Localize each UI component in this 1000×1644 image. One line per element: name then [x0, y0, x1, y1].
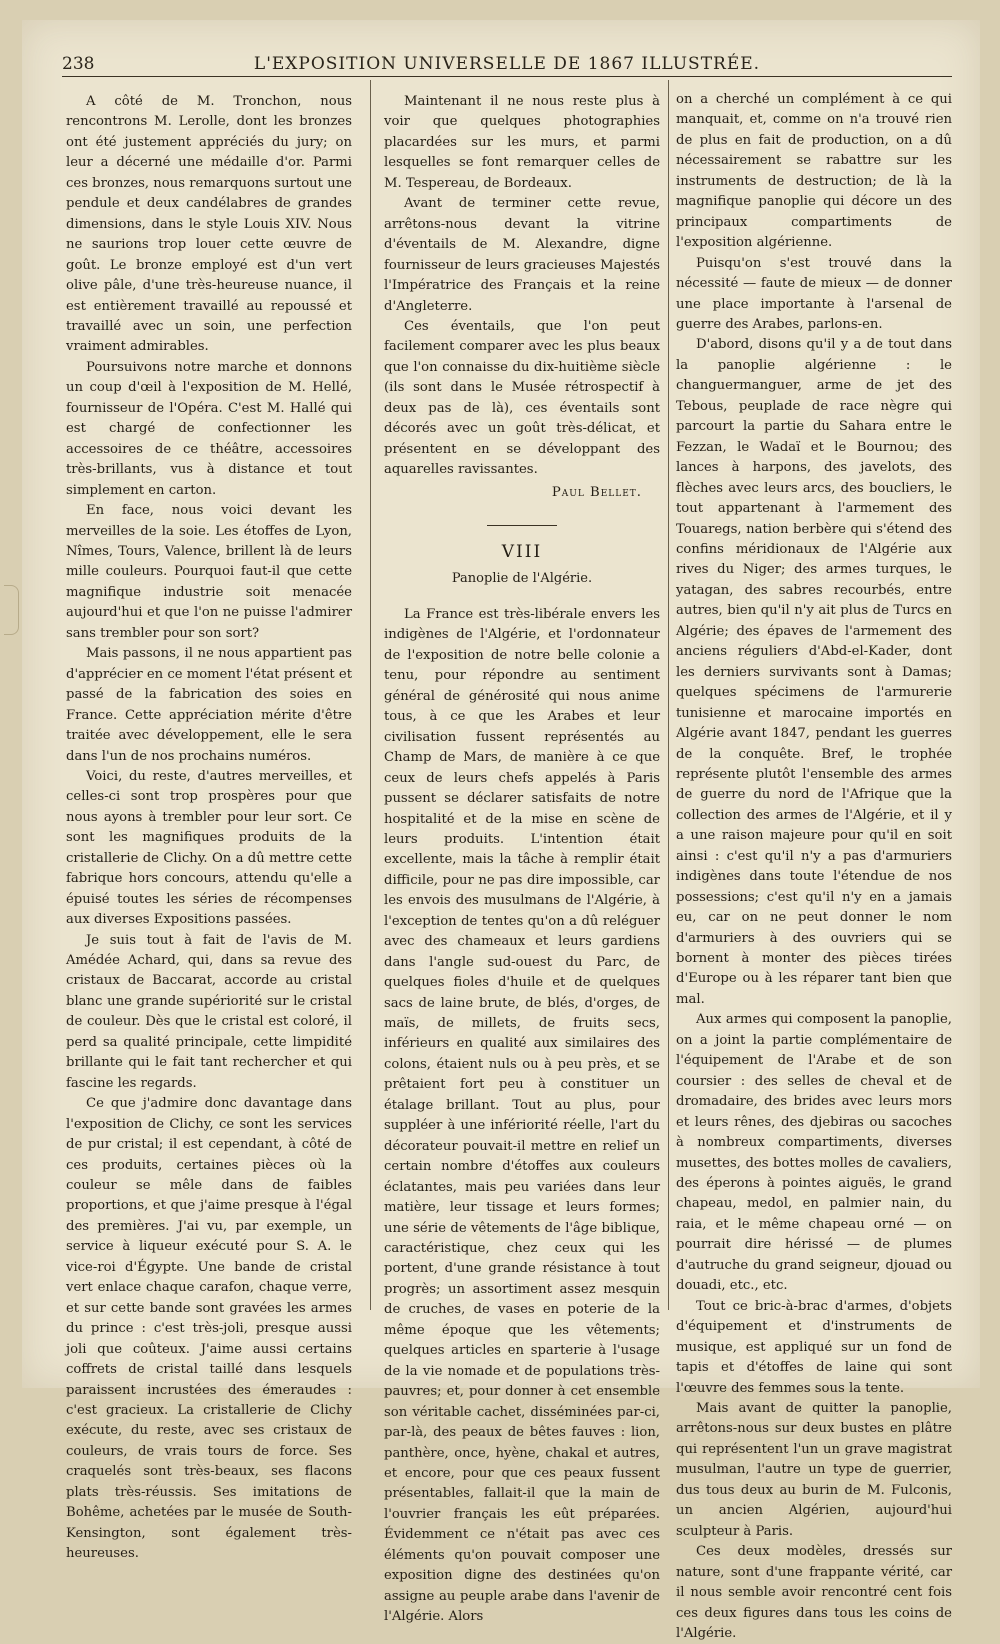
- paragraph: Tout ce bric-à-brac d'armes, d'objets d'équipement et d'instruments de musique, est appliqué sur un fond de tapis et d'étoffes de laine qui sont l'œuvre des femmes sous la tente.: [676, 1298, 952, 1396]
- page-number: 238: [62, 54, 95, 74]
- paragraph: on a cherché un complément à ce qui manquait, et, comme on n'a trouvé rien de plus en fait de production, on a dû nécessairement se rabattre sur les instruments de destruction; de là la magnifique panoplie qui décore un des principaux compartiments de l'exposition algérienne.: [676, 92, 952, 251]
- page-header: [62, 30, 952, 74]
- paragraph: Aux armes qui composent la panoplie, on a joint la partie complémentaire de l'équipement de l'Arabe et de son coursier : des selles de cheval et de dromadaire, des brides avec leurs mors et leurs rênes, des djebiras ou sacoches à nombreux compartiments, diverses musettes, des bottes molles de cavaliers, des éperons à pointes aiguës, le grand chapeau, medol, en palmier nain, du raia, et le même chapeau orné — on pourrait dire hérissé — de plumes d'autruche du grand seigneur, djouad ou douadi, etc., etc.: [676, 1012, 952, 1294]
- paragraph: Ces éventails, que l'on peut facilement comparer avec les plus beaux que l'on connaisse du dix-huitième siècle (ils sont dans le Musée rétrospectif à deux pas de là), ces éventails sont décorés avec un goût très-délicat, et présentent en se développant des aquarelles ravissantes.: [384, 318, 660, 478]
- section-title: Panoplie de l'Algérie.: [451, 570, 593, 586]
- paragraph: Mais passons, il ne nous appartient pas d'apprécier en ce moment l'état présent et passé de la fabrication des soies en France. Cette appréciation mérite d'être traitée avec développement, elle le sera dans l'un de nos prochains numéros.: [66, 646, 352, 764]
- section-separator: [487, 525, 557, 526]
- column-1: [66, 92, 352, 1565]
- column-divider: [370, 80, 371, 1310]
- paragraph: Ces deux modèles, dressés sur nature, sont d'une frappante vérité, car il nous semble avoir rencontré cent fois ces deux figures dans tous les coins de l'Algérie.: [676, 1544, 952, 1641]
- paragraph: Mais avant de quitter la panoplie, arrêtons-nous sur deux bustes en plâtre qui représentent l'un un grave magistrat musulman, l'autre un type de guerrier, dus tous deux au burin de M. Fulconis, un ancien Algérien, aujourd'hui sculpteur à Paris.: [676, 1401, 952, 1539]
- paragraph: Maintenant il ne nous reste plus à voir que quelques photographies placardées sur les murs, et parmi lesquelles se font remarquer celles de M. Tespereau, de Bordeaux.: [384, 94, 660, 191]
- paragraph: Je suis tout à fait de l'avis de M. Amédée Achard, qui, dans sa revue des cristaux de Baccarat, accorde au cristal blanc une grande supériorité sur le cristal de couleur. Dès que le cristal est coloré, il perd sa qualité principale, cette limpidité brillante qui le fait tant rechercher et qui fascine les regards.: [66, 932, 352, 1091]
- column-2: [384, 92, 660, 1628]
- paragraph: D'abord, disons qu'il y a de tout dans la panoplie algérienne : le changuermanguer, arme de jet des Tebous, peuplade de race nègre qui parcourt la partie du Sahara entre le Fezzan, le Wadaï et le Bournou; des lances à harpons, des javelots, des flèches avec leurs arcs, des boucliers, le tout appartenant à l'armement des Touaregs, nation berbère qui s'étend des confins méridionaux de l'Algérie aux rives du Niger; des armes turques, le yatagan, des sabres recourbés, entre autres, bien qu'il n'y ait plus de Turcs en Algérie; des épaves de l'armement des anciens réguliers d'Abd-el-Kader, dont les derniers survivants sont à Damas; quelques spécimens de l'armurerie tunisienne et marocaine importés en Algérie avant 1847, pendant les guerres de la conquête. Bref, le trophée représente plutôt l'ensemble des armes de guerre du nord de l'Afrique que la collection des armes de l'Algérie, et il y a une raison majeure pour qu'il en soit ainsi : c'est qu'il n'y a pas d'armuriers indigènes dans toute l'étendue de nos possessions; c'est qu'il n'y en a jamais eu, car on ne peut donner le nom d'armuriers à des ouvriers qui se bornent à monter des pièces tirées d'Europe ou à les réparer tant bien que mal.: [676, 337, 952, 1007]
- column-divider: [668, 80, 669, 1310]
- paragraph: Voici, du reste, d'autres merveilles, et celles-ci sont trop prospères pour que nous ayons à trembler pour leur sort. Ce sont les magnifiques produits de la cristallerie de Clichy. On a dû mettre cette fabrique hors concours, attendu qu'elle a épuisé toutes les séries de récompenses aux diverses Expositions passées.: [66, 768, 352, 928]
- section-number: VIII: [501, 542, 543, 563]
- paragraph: A côté de M. Tronchon, nous rencontrons M. Lerolle, dont les bronzes ont été justement appréciés du jury; on leur a décerné une médaille d'or. Parmi ces bronzes, nous remarquons surtout une pendule et deux candélabres de grandes dimensions, dans le style Louis XIV. Nous ne saurions trop louer cette œuvre de goût. Le bronze employé est d'un vert olive pâle, d'une très-heureuse nuance, il est entièrement travaillé au repoussé et travaillé avec un soin, une perfection vraiment admirables.: [66, 94, 352, 355]
- paragraph: En face, nous voici devant les merveilles de la soie. Les étoffes de Lyon, Nîmes, Tours, Valence, brillent là de leurs mille couleurs. Pourquoi faut-il que cette magnifique industrie soit menacée aujourd'hui et que l'on ne puisse l'admirer sans trembler pour son sort?: [66, 503, 352, 641]
- author-signature: Paul Bellet.: [551, 484, 642, 500]
- running-title: L'EXPOSITION UNIVERSELLE DE 1867 ILLUSTRÉE.: [253, 54, 761, 74]
- paragraph: Ce que j'admire donc davantage dans l'exposition de Clichy, ce sont les services de pur cristal; il est cependant, à côté de ces produits, certaines pièces où la couleur se mêle dans de faibles proportions, et que j'aime presque à l'égal des premières. J'ai vu, par exemple, un service à liqueur exécuté pour S. A. le vice-roi d'Égypte. Une bande de cristal vert enlace chaque carafon, chaque verre, et sur cette bande sont gravées les armes du prince : c'est très-joli, presque aussi joli que coûteux. J'aime aussi certains coffrets de cristal taillé dans lesquels paraissent incrustées des émeraudes : c'est gracieux. La cristallerie de Clichy exécute, du reste, avec ses cristaux de couleurs, de vrais tours de force. Ses craquelés sont très-beaux, ses flacons plats très-réussis. Ses imitations de Bohême, achetées par le musée de South-Kensington, sont également très-heureuses.: [66, 1096, 352, 1562]
- paragraph: La France est très-libérale envers les indigènes de l'Algérie, et l'ordonnateur de l'exposition de notre belle colonie a tenu, pour répondre au sentiment général de générosité qui nous anime tous, à ce que les Arabes et leur civilisation fussent représentés au Champ de Mars, de manière à ce que ceux de leurs chefs appelés à Paris pussent se déclarer satisfaits de notre hospitalité et de la mise en scène de leurs produits. L'intention était excellente, mais la tâche à remplir était difficile, pour ne pas dire impossible, car les envois des musulmans de l'Algérie, à l'exception de tentes qu'on a dû reléguer avec des chameaux et leurs gardiens dans l'angle sud-ouest du Parc, de quelques fioles d'huile et de quelques sacs de laine brute, de blés, d'orges, de maïs, de millets, de fruits secs, inférieurs en qualité aux similaires des colons, étaient nuls ou à peu près, et se prêtaient fort peu à constituer un étalage brillant. Tout au plus, pour suppléer à une infériorité réelle, l'art du décorateur pouvait-il mettre en relief un certain nombre d'étoffes aux couleurs éclatantes, mais peu variées dans leur matière, leur tissage et leurs formes; une série de vêtements de l'âge biblique, caractéristique, chez ceux qui les portent, d'une grande résistance à tout progrès; un assortiment assez mesquin de cruches, de vases en poterie de la même époque que les vêtements; quelques articles en sparterie à l'usage de la vie nomade et de populations très-pauvres; et, pour donner à cet ensemble son véritable cachet, disséminées par-ci, par-là, des peaux de bêtes fauves : lion, panthère, once, hyène, chakal et autres, et encore, pour que ces peaux fussent présentables, fallait-il que la main de l'ouvrier français les eût préparées. Évidemment ce n'était pas avec ces éléments qu'on pouvait composer une exposition digne des destinées qu'on assigne au peuple arabe dans l'avenir de l'Algérie. Alors: [384, 606, 660, 1625]
- column-3: [676, 90, 952, 1644]
- header-rule: [62, 76, 952, 77]
- paragraph: Puisqu'on s'est trouvé dans la nécessité — faute de mieux — de donner une place importante à l'arsenal de guerre des Arabes, parlons-en.: [676, 255, 952, 332]
- paragraph: Poursuivons notre marche et donnons un coup d'œil à l'exposition de M. Hellé, fournisseur de l'Opéra. C'est M. Hallé qui est chargé de confectionner les accessoires de ce théâtre, accessoires très-brillants, vus à distance et tout simplement en carton.: [66, 359, 352, 498]
- paragraph: Avant de terminer cette revue, arrêtons-nous devant la vitrine d'éventails de M. Alexandre, digne fournisseur de leurs gracieuses Majestés l'Impératrice des Français et la reine d'Angleterre.: [384, 196, 660, 314]
- binding-notch: [4, 585, 19, 635]
